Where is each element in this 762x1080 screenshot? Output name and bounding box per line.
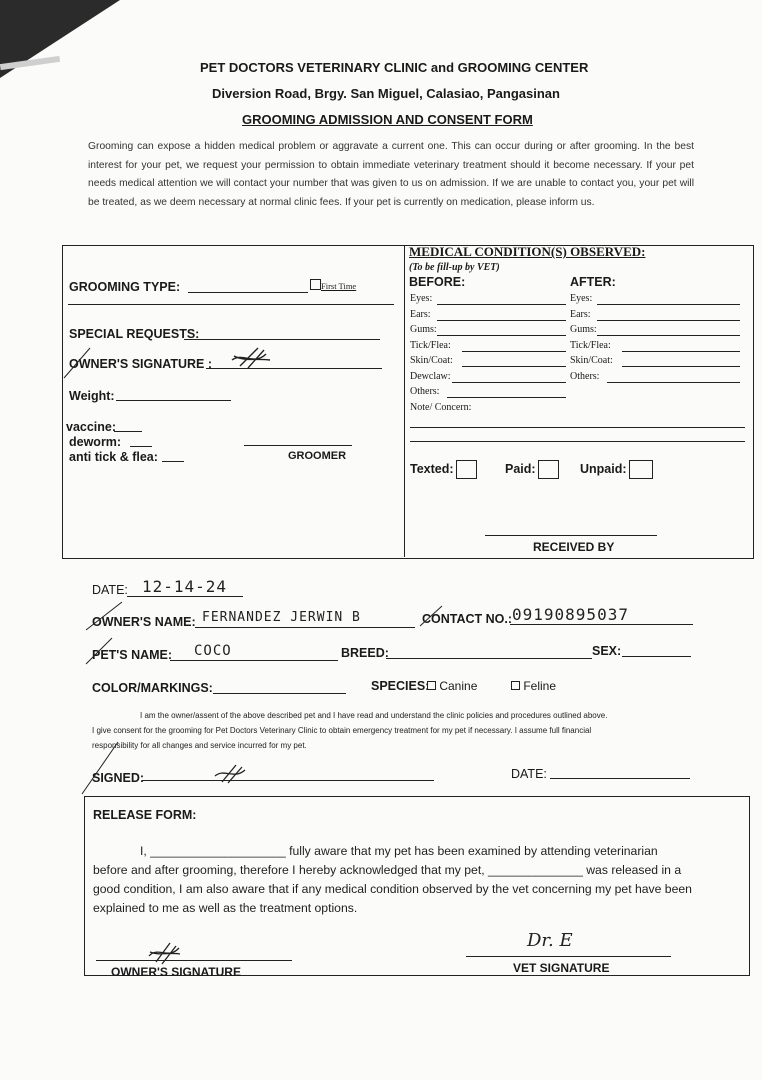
clinic-name: PET DOCTORS VETERINARY CLINIC and GROOMING CENTER xyxy=(200,60,589,75)
checkbox-icon[interactable] xyxy=(310,279,321,290)
release-form-title: RELEASE FORM: xyxy=(93,808,197,822)
consent-line-1: I am the owner/assent of the above described pet and I have read and understand the clinic policies and procedures outlined above. xyxy=(140,711,608,720)
consent-line-3: responsibility for all changes and service incurred for my pet. xyxy=(92,741,307,750)
medical-condition-subtitle: (To be fill-up by VET) xyxy=(409,262,500,273)
texted-group xyxy=(410,460,477,479)
vet-signature-line[interactable] xyxy=(466,956,671,957)
release-text-line-4: explained to me as well as the treatment options. xyxy=(93,901,358,915)
groomer-label: GROOMER xyxy=(288,450,347,462)
before-item-field[interactable] xyxy=(462,366,566,367)
anti-tick-label: anti tick & flea: xyxy=(69,450,158,464)
signed-label: SIGNED: xyxy=(92,771,145,785)
release-text-line-2: before and after grooming, therefore I hereby acknowledged that my pet, ______________ was released in a xyxy=(93,863,682,877)
canine-option[interactable] xyxy=(427,679,477,693)
weight-field[interactable] xyxy=(116,400,231,401)
paid-checkbox[interactable] xyxy=(538,460,559,479)
feline-option[interactable] xyxy=(511,679,556,693)
paid-group xyxy=(505,460,559,479)
grooming-type-label: GROOMING TYPE: xyxy=(69,280,181,294)
pet-name-label: PET'S NAME: xyxy=(92,648,173,662)
owner-name-field[interactable] xyxy=(195,627,415,628)
after-item-label: Others: xyxy=(570,371,600,382)
special-requests-label: SPECIAL REQUESTS: xyxy=(69,327,200,341)
canine-label: Canine xyxy=(439,679,478,693)
anti-tick-field[interactable] xyxy=(162,461,184,462)
before-item-field[interactable] xyxy=(462,351,566,352)
pen-stroke-mark xyxy=(84,636,114,666)
after-item-field[interactable] xyxy=(597,335,740,336)
grooming-type-line-2[interactable] xyxy=(68,304,394,305)
form-title: GROOMING ADMISSION AND CONSENT FORM xyxy=(242,112,533,127)
signature-scribble-1 xyxy=(228,344,274,370)
date-label: DATE: xyxy=(92,583,128,597)
contact-field[interactable] xyxy=(510,624,693,625)
before-item-field[interactable] xyxy=(452,382,566,383)
vet-signature-label: VET SIGNATURE xyxy=(513,961,610,975)
contact-value: 09190895037 xyxy=(512,605,629,624)
release-text-line-3: good condition, I am also aware that if any medical condition observed by the vet concerning my pet have been xyxy=(93,882,692,896)
before-item-label: Skin/Coat: xyxy=(410,355,453,366)
unpaid-label: Unpaid: xyxy=(580,461,627,476)
note-line-1[interactable] xyxy=(410,427,745,428)
before-item-field[interactable] xyxy=(437,335,566,336)
received-by-label: RECEIVED BY xyxy=(533,540,615,554)
after-item-field[interactable] xyxy=(622,351,740,352)
owner-release-signature-label: OWNER'S SIGNATURE xyxy=(111,965,241,979)
received-by-line[interactable] xyxy=(485,535,657,536)
after-item-field[interactable] xyxy=(597,320,740,321)
before-item-label: Ears: xyxy=(410,309,431,320)
pet-name-field[interactable] xyxy=(170,660,338,661)
date2-field[interactable] xyxy=(550,778,690,779)
grooming-type-field[interactable] xyxy=(188,292,308,293)
signature-scribble-2 xyxy=(212,762,248,784)
groomer-signature-line[interactable] xyxy=(244,445,352,446)
before-heading: BEFORE: xyxy=(409,275,466,289)
deworm-label: deworm: xyxy=(69,435,122,449)
after-item-label: Gums: xyxy=(570,324,597,335)
vaccine-label: vaccine: xyxy=(66,420,117,434)
after-heading: AFTER: xyxy=(570,275,616,289)
vaccine-field[interactable] xyxy=(114,431,142,432)
before-item-field[interactable] xyxy=(447,397,566,398)
owner-name-label: OWNER'S NAME: xyxy=(92,615,196,629)
owner-name-value: FERNANDEZ JERWIN B xyxy=(202,610,361,625)
after-item-label: Eyes: xyxy=(570,293,593,304)
note-concern-label: Note/ Concern: xyxy=(410,402,472,413)
first-time-label: First Time xyxy=(321,281,357,291)
sex-field[interactable] xyxy=(622,656,691,657)
before-item-label: Others: xyxy=(410,386,440,397)
date2-label: DATE: xyxy=(511,767,547,781)
date-field[interactable] xyxy=(127,596,243,597)
pen-stroke-mark xyxy=(84,598,124,632)
before-item-field[interactable] xyxy=(437,304,566,305)
deworm-field[interactable] xyxy=(130,446,152,447)
after-item-field[interactable] xyxy=(622,366,740,367)
after-item-field[interactable] xyxy=(597,304,740,305)
pen-stroke-mark xyxy=(80,740,120,796)
medical-condition-title: MEDICAL CONDITION(S) OBSERVED: xyxy=(409,244,646,259)
pet-name-value: COCO xyxy=(194,643,232,659)
owner-signature-label: OWNER'S SIGNATURE : xyxy=(69,357,213,371)
clinic-address: Diversion Road, Brgy. San Miguel, Calasiao, Pangasinan xyxy=(212,86,560,101)
after-item-label: Ears: xyxy=(570,309,591,320)
paid-label: Paid: xyxy=(505,461,536,476)
before-item-label: Eyes: xyxy=(410,293,433,304)
breed-field[interactable] xyxy=(386,658,592,659)
color-markings-field[interactable] xyxy=(213,693,346,694)
first-time-checkbox[interactable] xyxy=(310,279,356,291)
contact-label: CONTACT NO.: xyxy=(422,612,513,626)
feline-checkbox-icon[interactable] xyxy=(511,681,520,690)
after-item-field[interactable] xyxy=(607,382,740,383)
before-item-label: Gums: xyxy=(410,324,437,335)
unpaid-checkbox[interactable] xyxy=(629,460,653,479)
before-item-field[interactable] xyxy=(437,320,566,321)
signed-field[interactable] xyxy=(142,780,434,781)
after-item-label: Tick/Flea: xyxy=(570,340,611,351)
owner-release-signature-line[interactable] xyxy=(96,960,292,961)
texted-label: Texted: xyxy=(410,461,454,476)
unpaid-group xyxy=(580,460,653,479)
pen-stroke-mark xyxy=(62,346,92,380)
intro-paragraph: Grooming can expose a hidden medical problem or aggravate a current one. This can occur during or after grooming. In the best interest for your pet, we request your permission to obtain immediate veterinary treatment should it become necessary. If your pet needs medical attention we will contact your number that was given to us on admission. If we are unable to contact you, your pet will be treated, as we deem necessary at normal clinic fees. If your pet is currently on medication, please inform us. xyxy=(88,141,694,208)
date-value: 12-14-24 xyxy=(142,577,228,596)
pen-stroke-mark xyxy=(418,604,444,628)
species-label: SPECIES: xyxy=(371,679,430,693)
table-divider xyxy=(404,245,405,557)
feline-label: Feline xyxy=(523,679,557,693)
release-text-line-1: I, ____________________ fully aware that my pet has been examined by attending veterinarian xyxy=(140,844,658,858)
weight-label: Weight: xyxy=(69,389,115,403)
before-item-label: Tick/Flea: xyxy=(410,340,451,351)
note-line-2[interactable] xyxy=(410,441,745,442)
color-markings-label: COLOR/MARKINGS: xyxy=(92,681,213,695)
after-item-label: Skin/Coat: xyxy=(570,355,613,366)
canine-checkbox-icon[interactable] xyxy=(427,681,436,690)
signature-scribble-3 xyxy=(146,940,182,966)
breed-label: BREED: xyxy=(341,646,389,660)
vet-handwritten-signature: Dr. E xyxy=(527,930,573,951)
special-requests-field[interactable] xyxy=(184,339,380,340)
before-item-label: Dewclaw: xyxy=(410,371,451,382)
texted-checkbox[interactable] xyxy=(456,460,477,479)
consent-line-2: I give consent for the grooming for Pet Doctors Veterinary Clinic to obtain emergency treatment for my pet if necessary. I assume full financial xyxy=(92,726,592,735)
sex-label: SEX: xyxy=(592,644,622,658)
